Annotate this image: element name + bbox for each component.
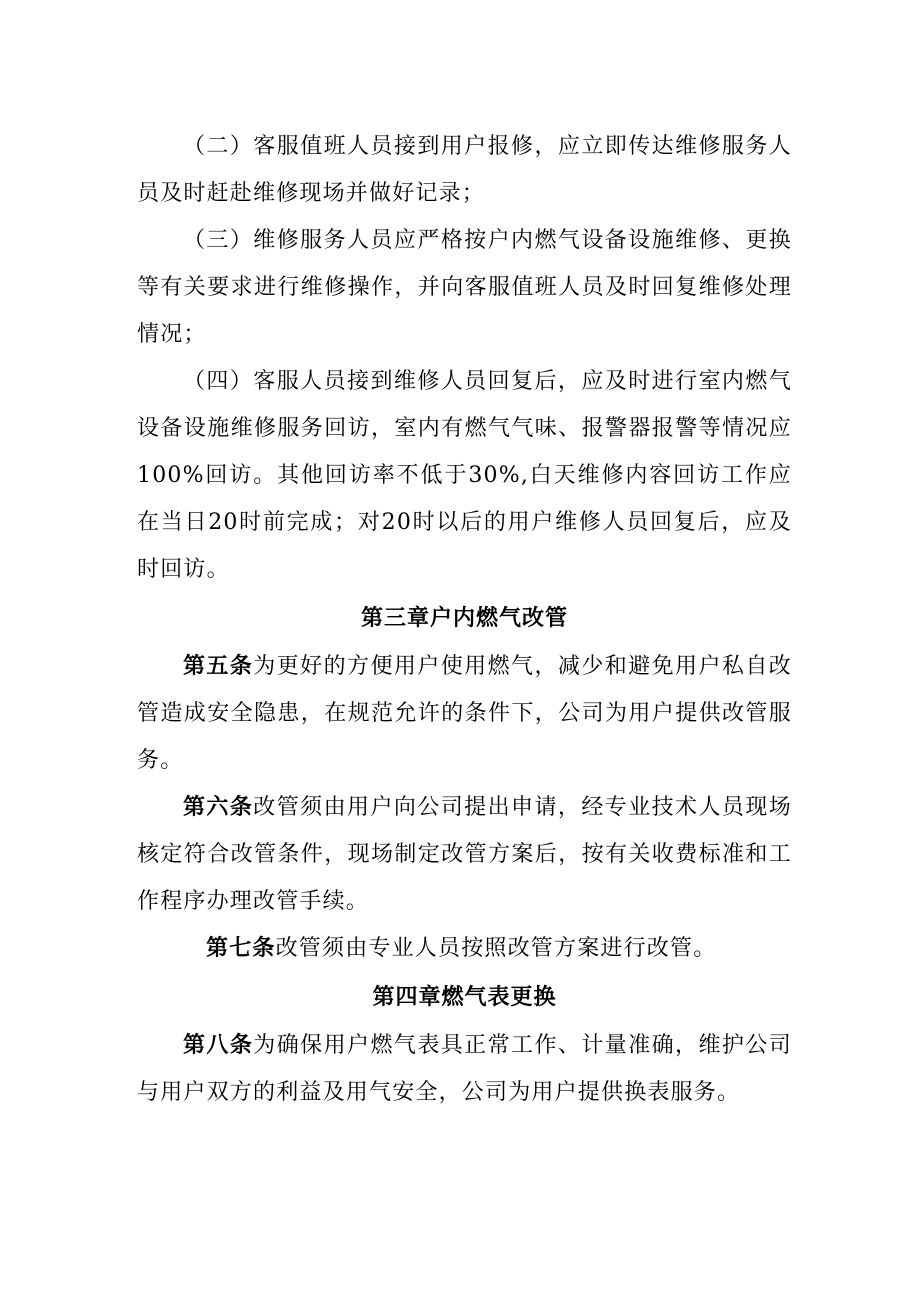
chapter-3-heading: 第三章户内燃气改管 <box>360 605 568 631</box>
paragraph-item-4: （四）客服人员接到维修人员回复后，应及时进行室内燃气设备设施维修服务回访，室内有燃气气味、报警器报警等情况应100%回访。其他回访率不低于30%,白天维修内容回访工作应在当日20时前完成；对20时以后的用户维修人员回复后，应及时回访。 <box>137 369 792 582</box>
article-5-number: 第五条 <box>183 653 254 679</box>
article-6-number: 第六条 <box>183 794 254 820</box>
article-5 <box>137 643 792 784</box>
article-5-text: 为更好的方便用户使用燃气，减少和避免用户私自改管造成安全隐患，在规范允许的条件下，公司为用户提供改管服务。 <box>137 654 792 773</box>
paragraph-item-3: （三）维修服务人员应严格按户内燃气设备设施维修、更换等有关要求进行维修操作，并向客服值班人员及时回复维修处理情况； <box>137 228 792 347</box>
article-8-number: 第八条 <box>183 1032 254 1058</box>
article-6-text: 改管须由用户向公司提出申请，经专业技术人员现场核定符合改管条件，现场制定改管方案后，按有关收费标准和工作程序办理改管手续。 <box>137 795 792 914</box>
chapter-4-heading: 第四章燃气表更换 <box>372 984 557 1010</box>
article-8 <box>137 1022 792 1116</box>
article-6 <box>137 784 792 925</box>
article-7-text: 改管须由专业人员按照改管方案进行改管。 <box>275 936 717 961</box>
article-7 <box>137 925 792 972</box>
article-7-number: 第七条 <box>206 935 276 961</box>
document-body <box>137 123 792 1116</box>
article-8-text: 为确保用户燃气表具正常工作、计量准确，维护公司与用户双方的利益及用气安全，公司为用户提供换表服务。 <box>137 1033 792 1105</box>
paragraph-item-2: （二）客服值班人员接到用户报修，应立即传达维修服务人员及时赶赴维修现场并做好记录； <box>137 134 792 206</box>
